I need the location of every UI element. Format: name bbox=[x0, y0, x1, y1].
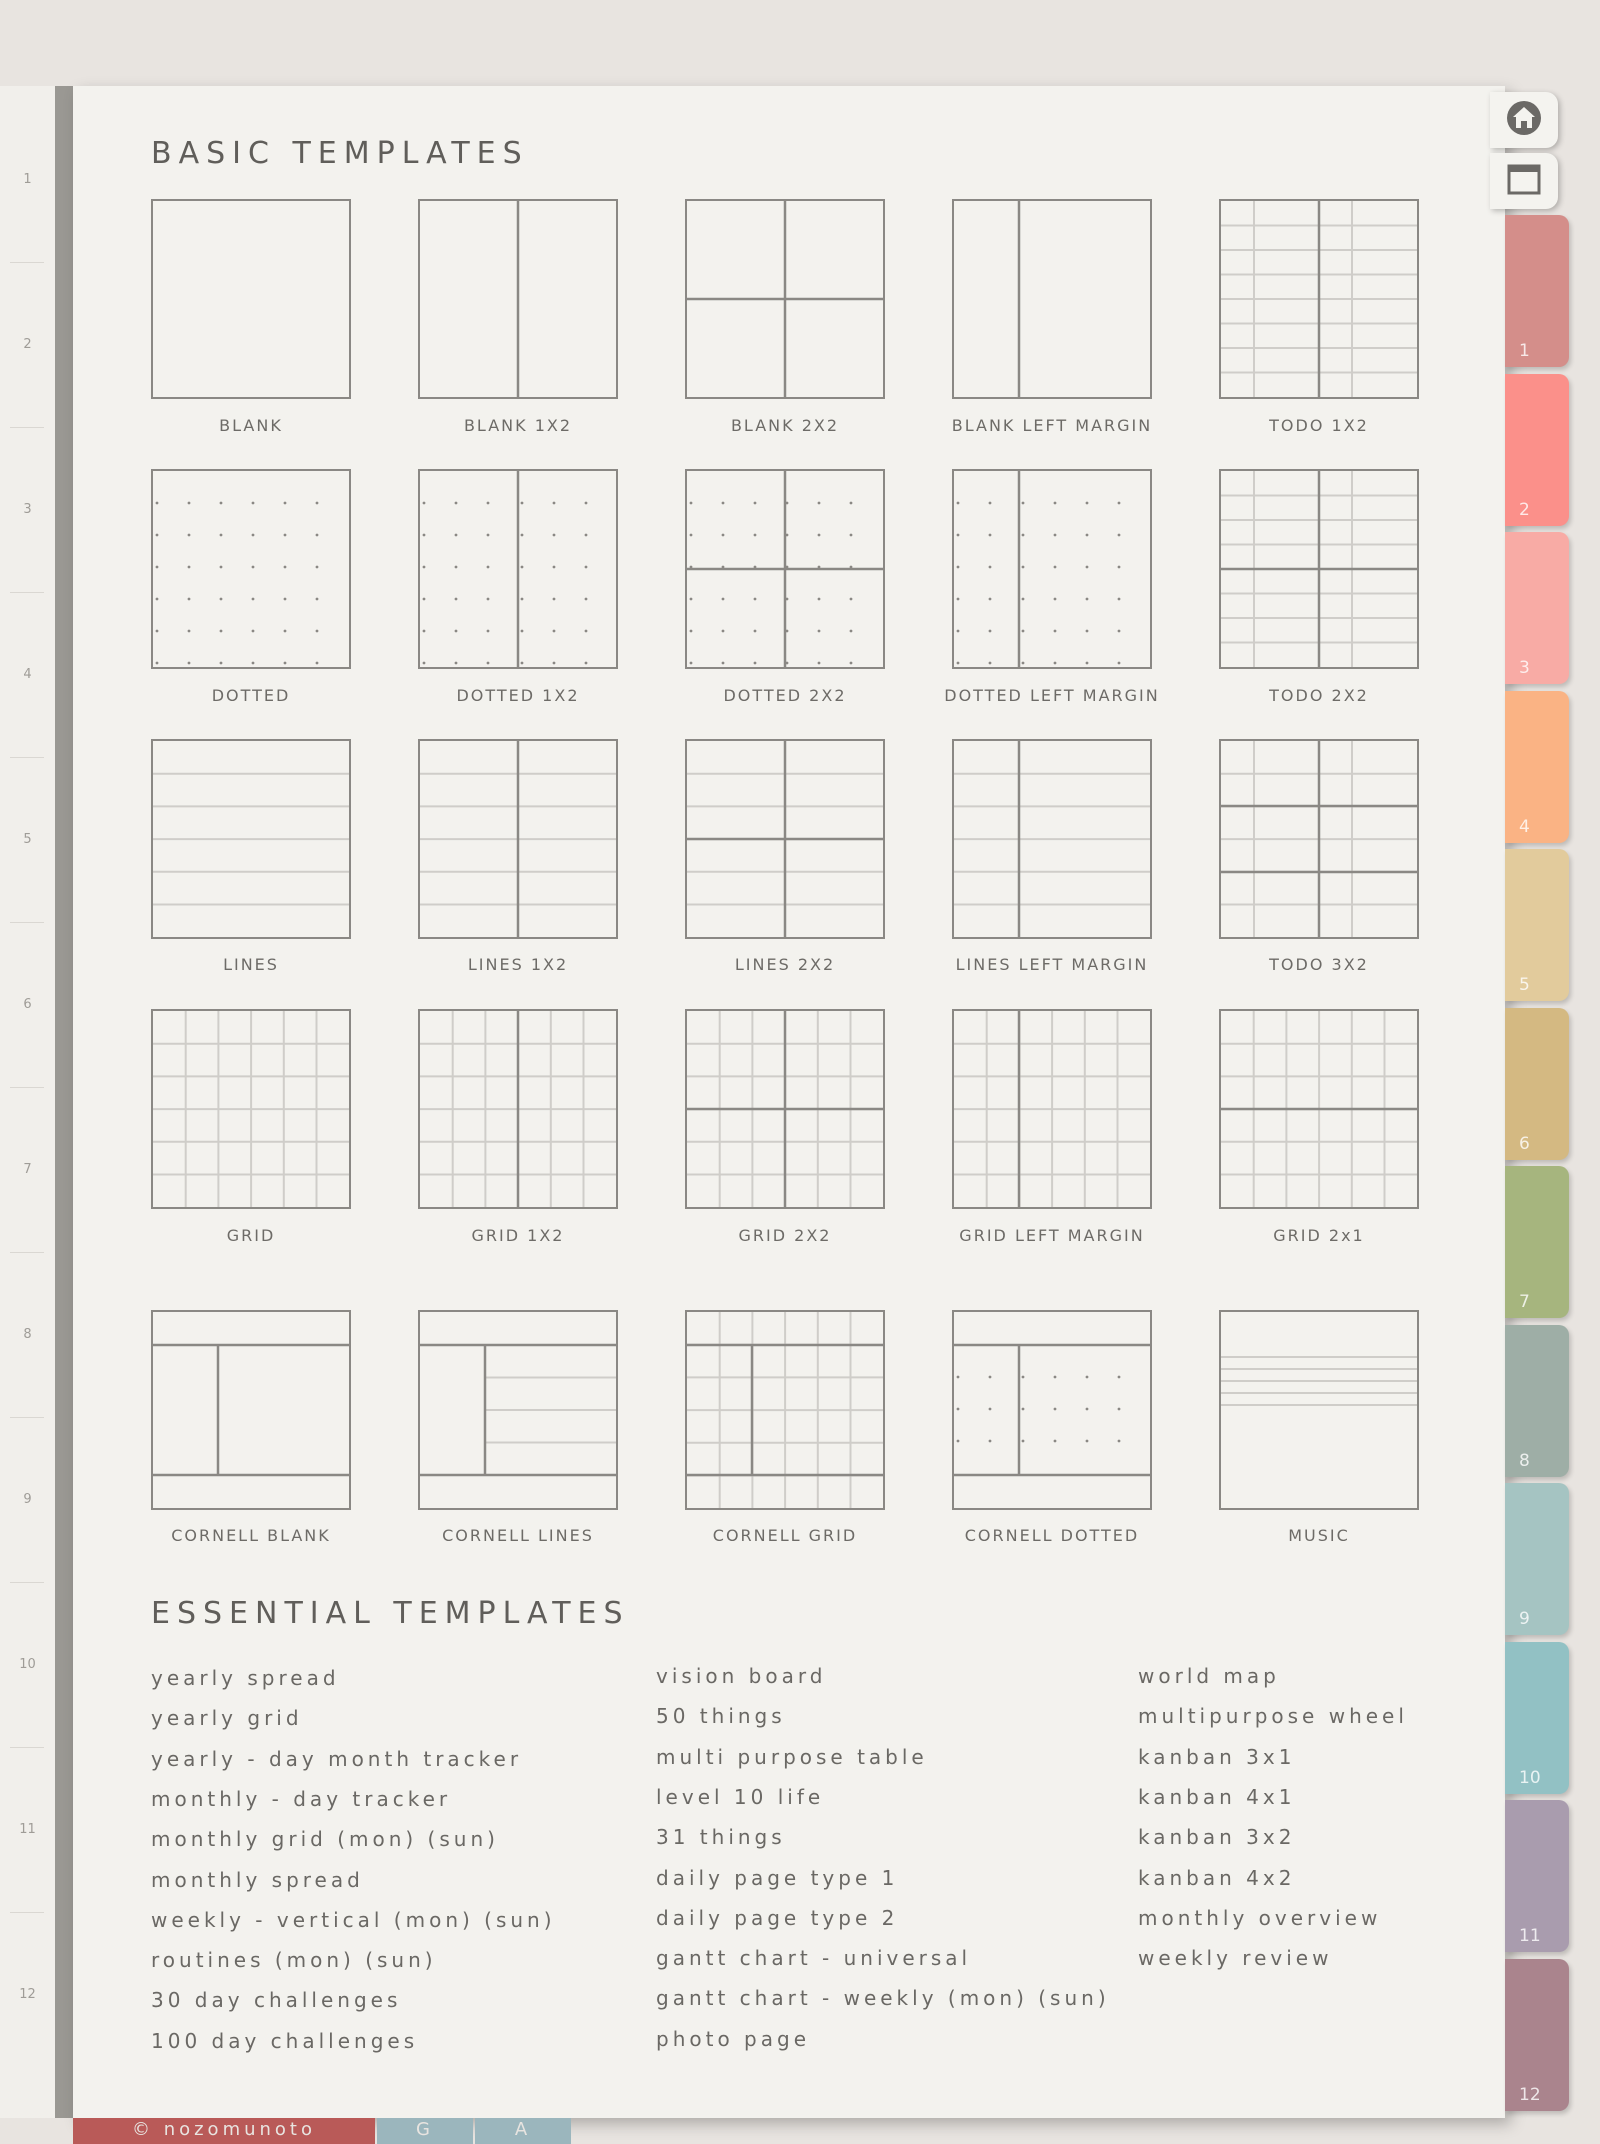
month-index-number[interactable]: 8 bbox=[23, 1327, 32, 1342]
essential-template-link[interactable]: gantt chart - weekly (mon) (sun) bbox=[656, 1986, 1110, 2011]
month-tab-7[interactable] bbox=[1505, 1166, 1569, 1318]
template-preview bbox=[1221, 1011, 1417, 1207]
template-label[interactable]: LINES 1X2 bbox=[467, 955, 569, 974]
month-tab-label: 3 bbox=[1519, 658, 1530, 678]
month-index-divider bbox=[10, 1912, 44, 1913]
template-preview bbox=[153, 201, 349, 397]
template-label[interactable]: DOTTED 1X2 bbox=[456, 686, 580, 705]
template-preview bbox=[1221, 201, 1417, 397]
template-preview bbox=[420, 471, 616, 667]
template-label[interactable]: MUSIC bbox=[1288, 1526, 1350, 1545]
template-thumb-lines12[interactable] bbox=[418, 739, 618, 939]
month-index-number[interactable]: 2 bbox=[23, 337, 32, 352]
month-tab-label: 5 bbox=[1519, 975, 1530, 995]
month-index-divider bbox=[10, 1252, 44, 1253]
month-index-number[interactable]: 6 bbox=[23, 997, 32, 1012]
essential-template-link[interactable]: level 10 life bbox=[656, 1784, 825, 1809]
month-tab-label: 4 bbox=[1519, 816, 1530, 837]
template-preview bbox=[153, 741, 349, 937]
template-thumb-cornelldotted[interactable] bbox=[952, 1310, 1152, 1510]
template-thumb-dotted[interactable] bbox=[151, 469, 351, 669]
essential-template-link[interactable]: monthly overview bbox=[1138, 1905, 1382, 1930]
template-preview bbox=[153, 1312, 349, 1508]
month-tab-12[interactable] bbox=[1505, 1959, 1569, 2111]
month-index-divider bbox=[10, 427, 44, 428]
month-index-divider bbox=[10, 1582, 44, 1583]
template-thumb-grid22[interactable] bbox=[685, 1009, 885, 1209]
template-thumb-blank22[interactable] bbox=[685, 199, 885, 399]
month-tab-9[interactable] bbox=[1505, 1483, 1569, 1635]
month-tab-label: 10 bbox=[1519, 1767, 1541, 1788]
essential-template-link[interactable]: kanban 4x1 bbox=[1138, 1784, 1296, 1809]
essential-template-link[interactable]: monthly - day tracker bbox=[151, 1786, 452, 1811]
template-preview bbox=[954, 201, 1150, 397]
template-label[interactable]: BLANK bbox=[219, 416, 283, 435]
template-thumb-blank12[interactable] bbox=[418, 199, 618, 399]
month-index-divider bbox=[10, 1747, 44, 1748]
month-index-divider bbox=[10, 262, 44, 263]
template-label[interactable]: GRID 2x1 bbox=[1273, 1226, 1365, 1245]
template-label[interactable]: DOTTED bbox=[211, 686, 291, 705]
template-label[interactable]: TODO 1X2 bbox=[1269, 416, 1369, 435]
essential-template-link[interactable]: 31 things bbox=[656, 1825, 786, 1850]
template-thumb-gridmargin[interactable] bbox=[952, 1009, 1152, 1209]
home-button[interactable] bbox=[1490, 92, 1558, 148]
template-thumb-lines[interactable] bbox=[151, 739, 351, 939]
month-index-number[interactable]: 3 bbox=[23, 502, 32, 517]
month-index-number[interactable]: 10 bbox=[19, 1657, 36, 1672]
month-tab-label: 6 bbox=[1519, 1133, 1530, 1154]
essential-template-link[interactable]: yearly spread bbox=[151, 1666, 340, 1690]
template-preview bbox=[687, 201, 883, 397]
month-index-number[interactable]: 9 bbox=[23, 1492, 32, 1507]
template-thumb-todo12[interactable] bbox=[1219, 199, 1419, 399]
month-index-number[interactable]: 4 bbox=[23, 667, 32, 682]
template-preview bbox=[687, 741, 883, 937]
template-thumb-blank[interactable] bbox=[151, 199, 351, 399]
template-label[interactable]: TODO 2X2 bbox=[1269, 686, 1369, 705]
template-thumb-dottedmargin[interactable] bbox=[952, 469, 1152, 669]
template-preview bbox=[420, 201, 616, 397]
essential-template-link[interactable]: kanban 4x2 bbox=[1138, 1865, 1296, 1890]
template-thumb-cornellgrid[interactable] bbox=[685, 1310, 885, 1510]
essential-template-link[interactable]: vision board bbox=[656, 1664, 827, 1688]
template-thumb-cornelllines[interactable] bbox=[418, 1310, 618, 1510]
month-index-divider bbox=[10, 1087, 44, 1088]
essential-template-link[interactable]: daily page type 1 bbox=[656, 1865, 899, 1890]
essential-template-link[interactable]: 100 day challenges bbox=[151, 2028, 419, 2053]
essential-template-link[interactable]: world map bbox=[1138, 1664, 1280, 1688]
template-label[interactable]: CORNELL DOTTED bbox=[964, 1526, 1140, 1545]
month-index-divider bbox=[10, 592, 44, 593]
template-label[interactable]: CORNELL LINES bbox=[442, 1526, 594, 1545]
month-tab-1[interactable] bbox=[1505, 215, 1569, 367]
template-thumb-dotted12[interactable] bbox=[418, 469, 618, 669]
copyright: © nozomunoto bbox=[73, 2118, 375, 2144]
template-label[interactable]: DOTTED 2X2 bbox=[723, 686, 847, 705]
template-label[interactable]: BLANK 1X2 bbox=[463, 416, 573, 435]
template-thumb-blankmargin[interactable] bbox=[952, 199, 1152, 399]
month-tab-11[interactable] bbox=[1505, 1800, 1569, 1952]
template-preview bbox=[687, 1011, 883, 1207]
essential-template-link[interactable]: weekly - vertical (mon) (sun) bbox=[151, 1907, 556, 1932]
template-preview bbox=[420, 741, 616, 937]
month-tab-label: 7 bbox=[1519, 1292, 1530, 1312]
month-tab-8[interactable] bbox=[1505, 1325, 1569, 1477]
home-icon bbox=[1504, 98, 1544, 142]
template-label[interactable]: TODO 3X2 bbox=[1269, 955, 1369, 974]
month-tab-label: 2 bbox=[1519, 499, 1530, 520]
essential-template-link[interactable]: photo page bbox=[656, 2026, 810, 2051]
essential-template-link[interactable]: yearly - day month tracker bbox=[151, 1746, 523, 1771]
template-preview bbox=[954, 1312, 1150, 1508]
template-thumb-todo22[interactable] bbox=[1219, 469, 1419, 669]
essential-template-link[interactable]: yearly grid bbox=[151, 1706, 303, 1731]
template-thumb-grid12[interactable] bbox=[418, 1009, 618, 1209]
essential-template-link[interactable]: 30 day challenges bbox=[151, 1988, 402, 2013]
template-preview bbox=[420, 1312, 616, 1508]
template-thumb-cornellblank[interactable] bbox=[151, 1310, 351, 1510]
month-tab-label: 1 bbox=[1519, 341, 1530, 361]
month-index-strip bbox=[0, 86, 73, 2118]
template-preview bbox=[687, 1312, 883, 1508]
month-tab-5[interactable] bbox=[1505, 849, 1569, 1001]
template-label[interactable]: GRID 1X2 bbox=[471, 1226, 565, 1245]
month-index-number[interactable]: 5 bbox=[23, 832, 32, 847]
template-preview bbox=[153, 471, 349, 667]
essential-template-link[interactable]: daily page type 2 bbox=[656, 1905, 899, 1930]
template-label[interactable]: LINES LEFT MARGIN bbox=[955, 955, 1149, 974]
month-index-number[interactable]: 11 bbox=[19, 1822, 36, 1837]
template-preview bbox=[420, 1011, 616, 1207]
essential-template-link[interactable]: multi purpose table bbox=[656, 1744, 928, 1769]
month-index-number[interactable]: 7 bbox=[23, 1162, 32, 1177]
template-preview bbox=[153, 1011, 349, 1207]
template-label[interactable]: LINES bbox=[223, 955, 279, 974]
template-thumb-music[interactable] bbox=[1219, 1310, 1419, 1510]
month-tab-2[interactable] bbox=[1505, 374, 1569, 526]
month-index-divider bbox=[10, 1417, 44, 1418]
essential-template-link[interactable]: multipurpose wheel bbox=[1138, 1704, 1408, 1729]
template-label[interactable]: GRID bbox=[226, 1226, 276, 1245]
month-index-number[interactable]: 1 bbox=[23, 172, 32, 187]
template-label[interactable]: LINES 2X2 bbox=[734, 955, 836, 974]
template-label[interactable]: CORNELL GRID bbox=[712, 1526, 858, 1545]
template-preview bbox=[1221, 471, 1417, 667]
essential-template-link[interactable]: gantt chart - universal bbox=[656, 1946, 972, 1971]
template-label[interactable]: DOTTED LEFT MARGIN bbox=[944, 686, 1160, 705]
essential-template-link[interactable]: monthly spread bbox=[151, 1867, 364, 1892]
essential-template-link[interactable]: weekly review bbox=[1138, 1946, 1333, 1971]
month-tab-label: 12 bbox=[1519, 2084, 1541, 2105]
essential-template-link[interactable]: kanban 3x1 bbox=[1138, 1744, 1296, 1769]
template-preview bbox=[954, 1011, 1150, 1207]
template-label[interactable]: GRID LEFT MARGIN bbox=[959, 1226, 1145, 1245]
template-label[interactable]: BLANK LEFT MARGIN bbox=[951, 416, 1153, 435]
template-preview bbox=[1221, 741, 1417, 937]
month-tab-4[interactable] bbox=[1505, 691, 1569, 843]
footer-tab-a[interactable]: A bbox=[475, 2118, 571, 2144]
month-index-divider bbox=[10, 757, 44, 758]
month-tab-3[interactable] bbox=[1505, 532, 1569, 684]
essential-templates-title: ESSENTIAL TEMPLATES bbox=[151, 1596, 630, 1631]
basic-templates-title: BASIC TEMPLATES bbox=[151, 136, 529, 171]
template-thumb-grid[interactable] bbox=[151, 1009, 351, 1209]
footer-tab-g[interactable]: G bbox=[377, 2118, 473, 2144]
month-tab-label: 9 bbox=[1519, 1609, 1530, 1629]
template-preview bbox=[1221, 1312, 1417, 1508]
window-icon bbox=[1506, 161, 1542, 201]
template-thumb-grid21[interactable] bbox=[1219, 1009, 1419, 1209]
window-button[interactable] bbox=[1490, 153, 1558, 209]
month-tab-10[interactable] bbox=[1505, 1642, 1569, 1794]
month-tab-label: 8 bbox=[1519, 1450, 1530, 1471]
essential-template-link[interactable]: kanban 3x2 bbox=[1138, 1825, 1296, 1850]
template-preview bbox=[954, 471, 1150, 667]
essential-template-link[interactable]: monthly grid (mon) (sun) bbox=[151, 1827, 499, 1852]
essential-template-link[interactable]: 50 things bbox=[656, 1704, 786, 1729]
template-preview bbox=[687, 471, 883, 667]
template-label[interactable]: GRID 2X2 bbox=[738, 1226, 832, 1245]
month-tab-6[interactable] bbox=[1505, 1008, 1569, 1160]
template-thumb-linesmargin[interactable] bbox=[952, 739, 1152, 939]
template-thumb-lines22[interactable] bbox=[685, 739, 885, 939]
templates-page bbox=[73, 86, 1505, 2118]
month-index-number[interactable]: 12 bbox=[19, 1987, 36, 2002]
template-thumb-todo32[interactable] bbox=[1219, 739, 1419, 939]
template-label[interactable]: CORNELL BLANK bbox=[171, 1526, 331, 1545]
template-preview bbox=[954, 741, 1150, 937]
month-tab-label: 11 bbox=[1519, 1926, 1541, 1946]
month-index-divider bbox=[10, 922, 44, 923]
template-label[interactable]: BLANK 2X2 bbox=[730, 416, 840, 435]
essential-template-link[interactable]: routines (mon) (sun) bbox=[151, 1948, 437, 1973]
template-thumb-dotted22[interactable] bbox=[685, 469, 885, 669]
